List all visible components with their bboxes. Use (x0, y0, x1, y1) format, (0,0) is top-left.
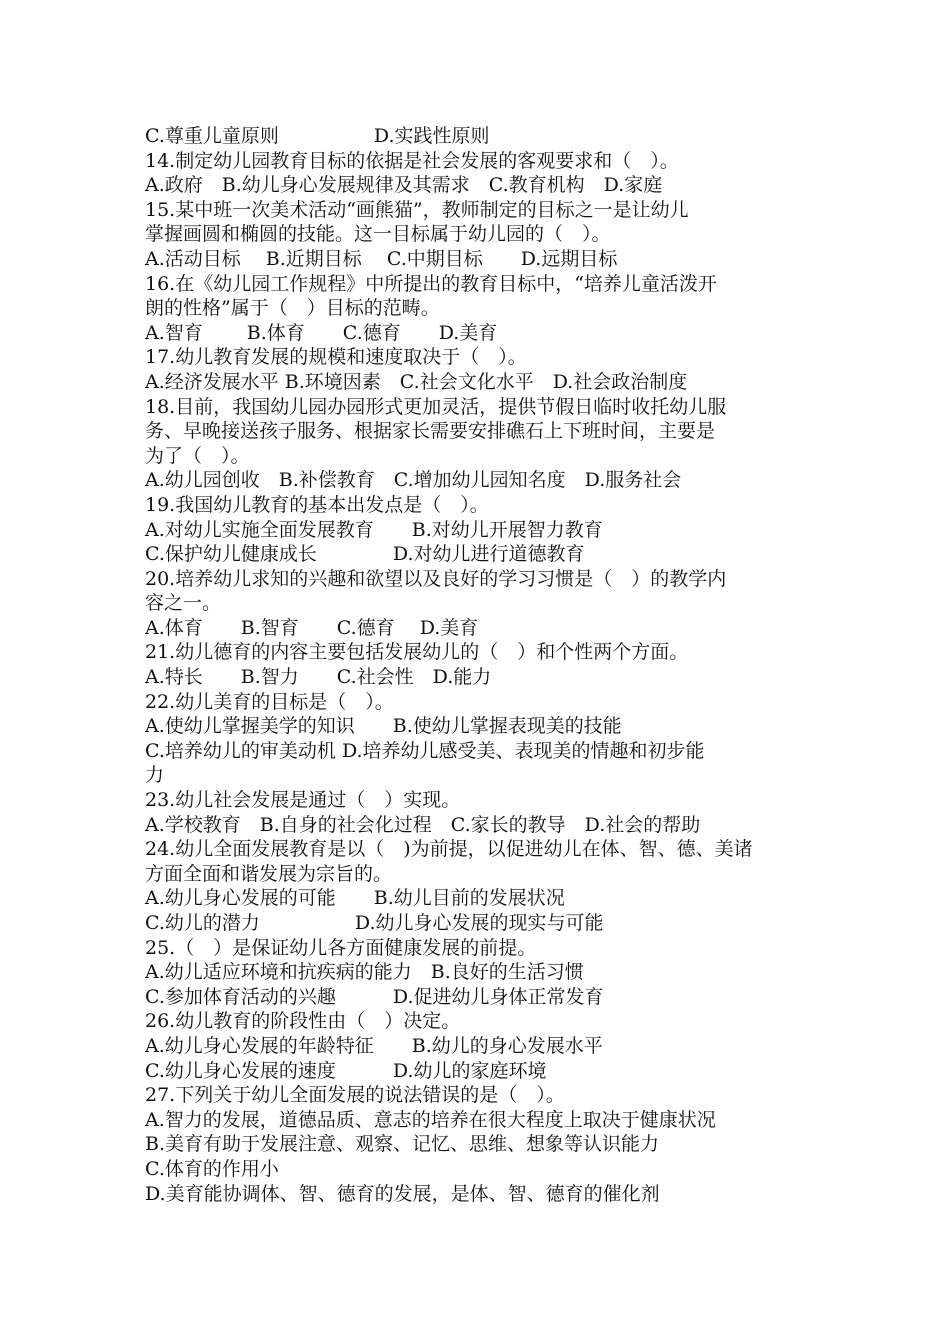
text-line: A.幼儿身心发展的年龄特征 B.幼儿的身心发展水平 (145, 1034, 603, 1057)
text-line: A.对幼儿实施全面发展教育 B.对幼儿开展智力教育 (145, 518, 603, 541)
text-line: A.智力的发展，道德品质、意志的培养在很大程度上取决于健康状况 (145, 1108, 716, 1131)
text-line: 18.目前，我国幼儿园办园形式更加灵活，提供节假日临时收托幼儿服 (145, 395, 727, 418)
text-line: A.活动目标 B.近期目标 C.中期目标 D.远期目标 (145, 247, 618, 270)
text-line: B.美育有助于发展注意、观察、记忆、思维、想象等认识能力 (145, 1133, 660, 1156)
text-line: 14.制定幼儿园教育目标的依据是社会发展的客观要求和（ ）。 (145, 149, 679, 172)
text-line: 掌握画圆和椭圆的技能。这一目标属于幼儿园的（ ）。 (145, 223, 611, 246)
text-line: C.培养幼儿的审美动机 D.培养幼儿感受美、表现美的情趣和初步能 (145, 739, 705, 762)
text-line: 24.幼儿全面发展教育是以（ )为前提，以促进幼儿在体、智、德、美诸 (145, 838, 753, 861)
text-line: A.政府 B.幼儿身心发展规律及其需求 C.教育机构 D.家庭 (145, 174, 663, 197)
text-line: 17.幼儿教育发展的规模和速度取决于（ ）。 (145, 346, 527, 369)
document-page (145, 124, 825, 1206)
text-line: A.学校教育 B.自身的社会化过程 C.家长的教导 D.社会的帮助 (145, 813, 701, 836)
text-line: 25.（ ）是保证幼儿各方面健康发展的前提。 (145, 936, 537, 959)
text-line: 容之一。 (145, 592, 222, 615)
text-line: A.智育 B.体育 C.德育 D.美育 (145, 321, 498, 344)
text-line: A.幼儿身心发展的可能 B.幼儿目前的发展状况 (145, 887, 565, 910)
text-line: 方面全面和谐发展为宗旨的。 (145, 862, 393, 885)
text-line: 务、早晚接送孩子服务、根据家长需要安排礁石上下班时间，主要是 (145, 420, 716, 443)
text-line: D.美育能协调体、智、德育的发展，是体、智、德育的催化剂 (145, 1182, 660, 1205)
text-line: C.幼儿的潜力 D.幼儿身心发展的现实与可能 (145, 912, 604, 934)
text-line: A.体育 B.智育 C.德育 D.美育 (145, 616, 479, 639)
text-line: A.经济发展水平 B.环境因素 C.社会文化水平 D.社会政治制度 (145, 370, 688, 393)
text-line: 15.某中班一次美术活动“画熊猫”，教师制定的目标之一是让幼儿 (145, 198, 689, 221)
text-line: 23.幼儿社会发展是通过（ ）实现。 (145, 789, 461, 812)
text-line: A.使幼儿掌握美学的知识 B.使幼儿掌握表现美的技能 (145, 715, 622, 738)
text-line: C.参加体育活动的兴趣 D.促进幼儿身体正常发育 (145, 985, 604, 1008)
text-line: 19.我国幼儿教育的基本出发点是（ ）。 (145, 493, 489, 516)
text-line: C.尊重儿童原则 D.实践性原则 (145, 125, 490, 147)
text-line: A.幼儿园创收 B.补偿教育 C.增加幼儿园知名度 D.服务社会 (145, 469, 682, 492)
text-line: A.特长 B.智力 C.社会性 D.能力 (145, 666, 492, 689)
text-line: 21.幼儿德育的内容主要包括发展幼儿的（ ）和个性两个方面。 (145, 641, 689, 664)
text-line: 16.在《幼儿园工作规程》中所提出的教育目标中，“培养儿童活泼开 (145, 272, 717, 295)
text-line: 力 (145, 764, 165, 787)
text-line: 20.培养幼儿求知的兴趣和欲望以及良好的学习习惯是（ ）的教学内 (145, 567, 727, 590)
text-line: C.保护幼儿健康成长 D.对幼儿进行道德教育 (145, 543, 585, 566)
text-line: 朗的性格”属于（ ）目标的范畴。 (145, 297, 440, 320)
text-line: 26.幼儿教育的阶段性由（ ）决定。 (145, 1010, 461, 1033)
text-line: C.幼儿身心发展的速度 D.幼儿的家庭环境 (145, 1059, 547, 1082)
text-line: 为了（ ）。 (145, 444, 250, 467)
text-line: C.体育的作用小 (145, 1157, 279, 1180)
text-line: 27.下列关于幼儿全面发展的说法错误的是（ ）。 (145, 1084, 565, 1107)
text-line: A.幼儿适应环境和抗疾病的能力 B.良好的生活习惯 (145, 961, 584, 984)
text-line: 22.幼儿美育的目标是（ ）。 (145, 690, 394, 713)
